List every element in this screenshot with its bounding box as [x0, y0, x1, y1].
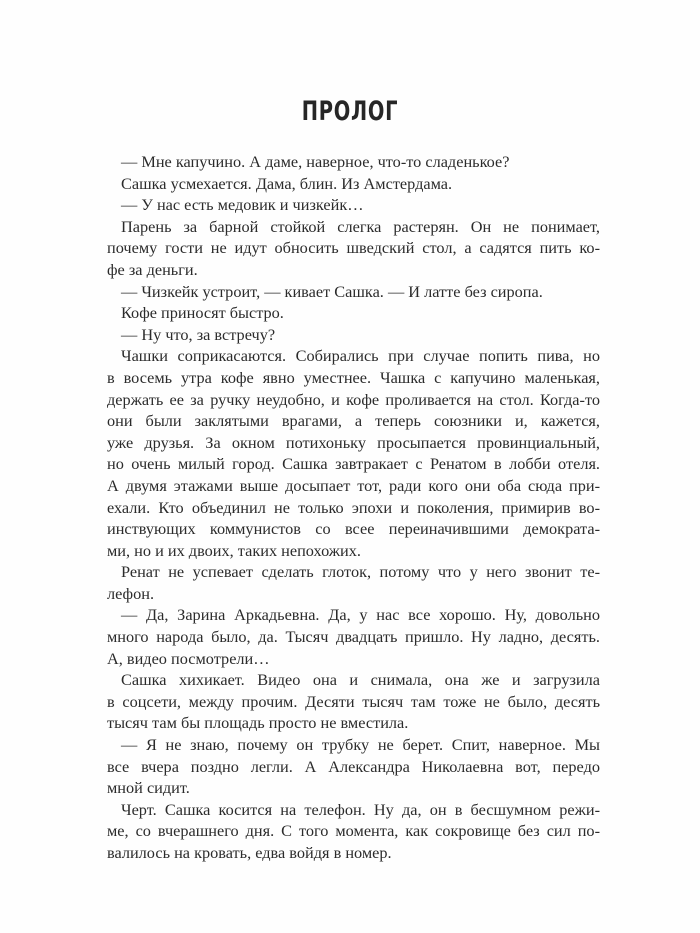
- text-line: валилось на кровать, едва войдя в номер.: [107, 843, 392, 862]
- text-line: Сашка усмехается. Дама, блин. Из Амстердама.: [121, 173, 453, 193]
- text-line: но очень милый город. Сашка завтракает с Ренатом в лобби отеля.: [107, 454, 600, 474]
- text-line: Парень за барной стойкой слегка растерян. Он не понимает,: [121, 216, 600, 236]
- text-line: в восемь утра кофе явно уместнее. Чашка с капучино маленькая,: [107, 367, 600, 387]
- text-line: ме, со вчерашнего дня. С того момента, как сокровище без сил по-: [107, 821, 600, 841]
- paragraph: [107, 281, 600, 303]
- paragraph: [107, 345, 600, 561]
- chapter-title: ПРОЛОГ: [301, 96, 399, 127]
- text-line: — Чизкейк устроит, — кивает Сашка. — И латте без сиропа.: [121, 281, 543, 301]
- text-line: Ренат не успевает сделать глоток, потому что у него звонит те-: [121, 562, 600, 582]
- text-line: лефон.: [107, 583, 155, 603]
- paragraph: [107, 561, 600, 604]
- text-line: — Да, Зарина Аркадьевна. Да, у нас все хорошо. Ну, довольно: [121, 605, 600, 625]
- text-line: — У нас есть медовик и чизкейк…: [121, 195, 364, 215]
- text-line: они были заклятыми врагами, а теперь союзники и, кажется,: [107, 411, 600, 431]
- paragraph: [107, 173, 600, 195]
- text-line: ми, но и их двоих, таких непохожих.: [107, 540, 361, 560]
- paragraph: [107, 799, 600, 864]
- text-line: Сашка хихикает. Видео она и снимала, она же и загрузила: [121, 670, 600, 690]
- text-line: тысяч там бы площадь просто не вместила.: [107, 713, 409, 733]
- text-line: ехали. Кто объединил не только эпохи и поколения, примирив во-: [107, 497, 600, 517]
- paragraph: [107, 604, 600, 669]
- paragraph: [107, 302, 600, 324]
- text-line: держать ее за ручку неудобно, и кофе проливается на стол. Когда-то: [107, 389, 600, 409]
- text-line: Кофе приносят быстро.: [121, 303, 284, 323]
- paragraph: [107, 216, 600, 281]
- paragraph: [107, 669, 600, 734]
- text-line: — Мне капучино. А даме, наверное, что-то сладенькое?: [121, 152, 510, 171]
- text-line: много народа было, да. Тысяч двадцать пришло. Ну ладно, десять.: [107, 627, 600, 647]
- text-line: Черт. Сашка косится на телефон. Ну да, он в бесшумном режи-: [121, 799, 600, 819]
- paragraph: [107, 734, 600, 799]
- text-line: — Ну что, за встречу?: [121, 324, 276, 344]
- text-line: А, видео посмотрели…: [107, 648, 270, 668]
- text-line: в соцсети, между прочим. Десяти тысяч там тоже не было, десять: [107, 691, 600, 711]
- paragraph: [107, 194, 600, 216]
- text-line: уже друзья. За окном потихоньку просыпается провинциальный,: [107, 432, 600, 452]
- paragraph: [107, 151, 600, 173]
- text-line: мной сидит.: [107, 778, 190, 798]
- text-line: почему гости не идут обносить шведский стол, а садятся пить ко-: [107, 238, 600, 258]
- text-line: А двумя этажами выше досыпает тот, ради кого они оба сюда при-: [107, 475, 600, 495]
- body-text: [107, 151, 600, 864]
- text-line: — Я не знаю, почему он трубку не берет. Спит, наверное. Мы: [121, 735, 600, 755]
- text-line: все вчера поздно легли. А Александра Николаевна вот, передо: [107, 756, 600, 776]
- text-line: фе за деньги.: [107, 259, 198, 279]
- paragraph: [107, 324, 600, 346]
- text-line: Чашки соприкасаются. Собирались при случае попить пива, но: [121, 346, 600, 366]
- text-line: инствующих коммунистов со всее переиначившими демократа-: [107, 519, 600, 539]
